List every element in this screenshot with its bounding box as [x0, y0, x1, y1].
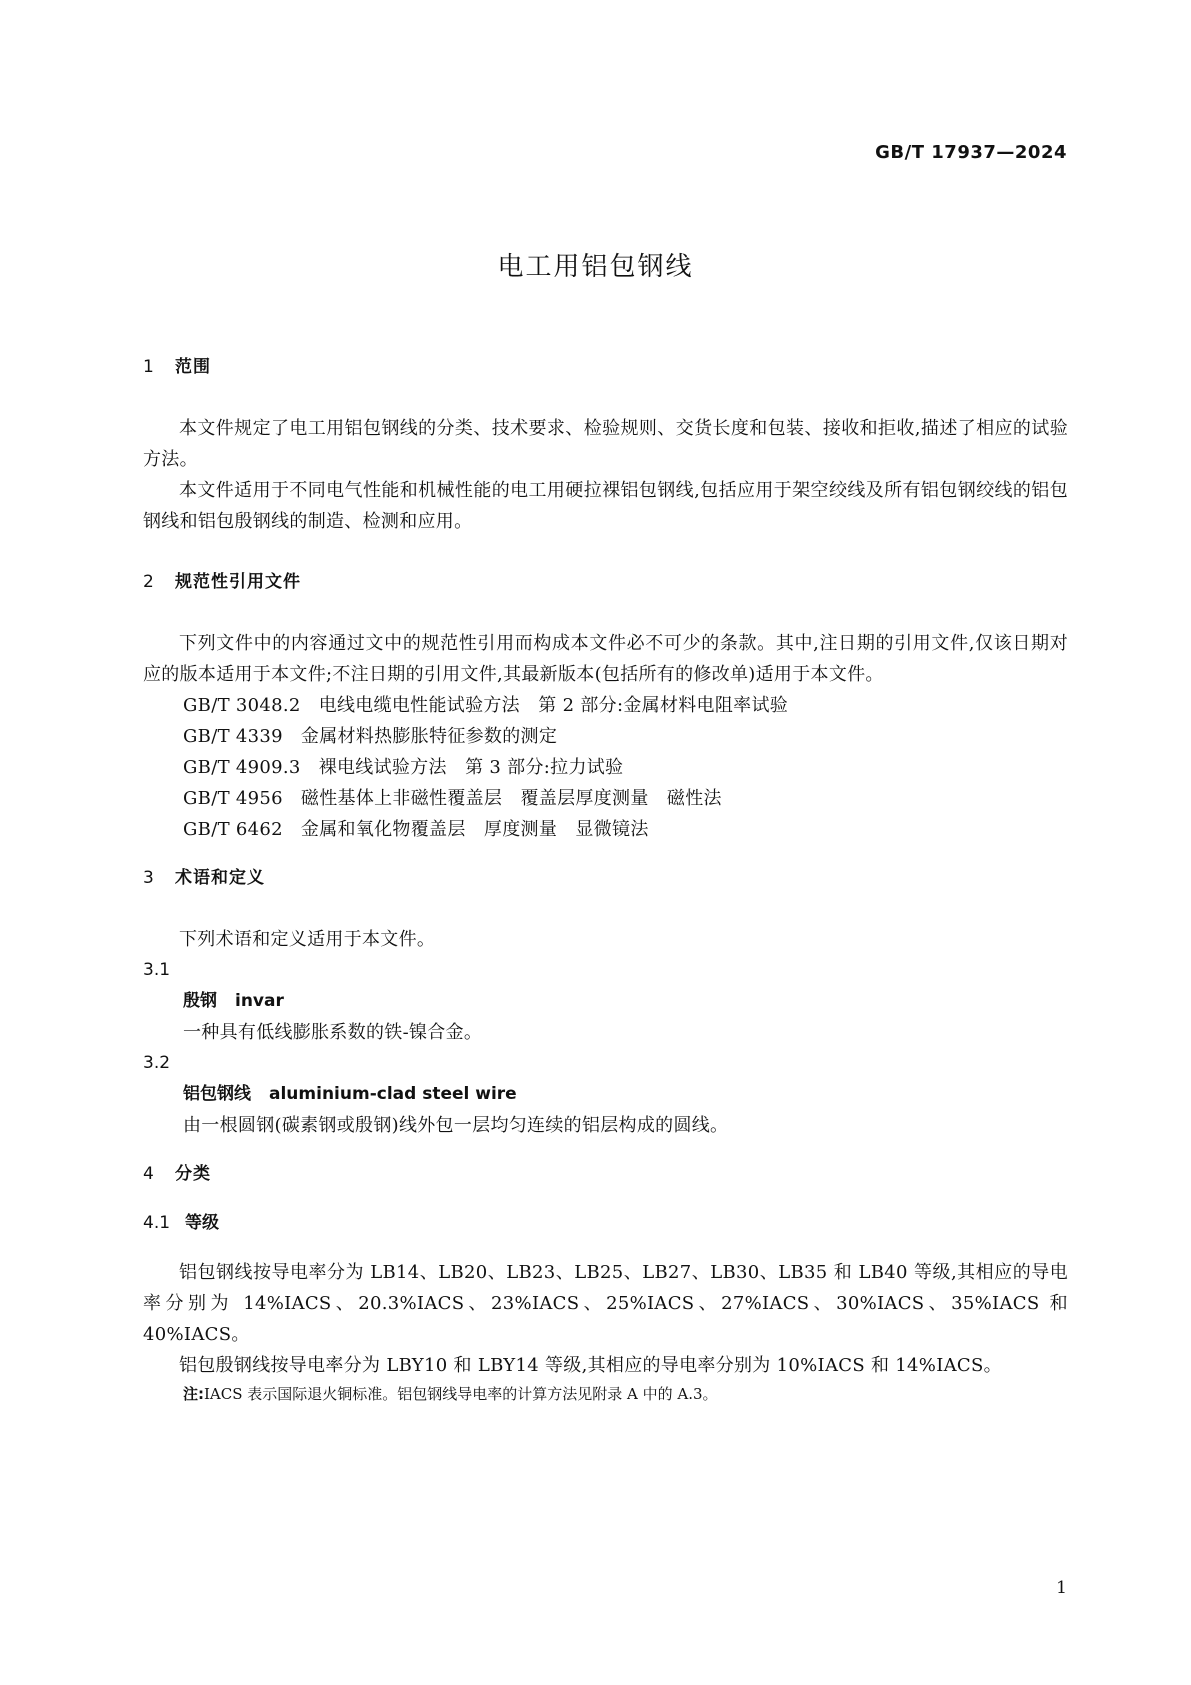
- paragraph: 本文件适用于不同电气性能和机械性能的电工用硬拉裸铝包钢线,包括应用于架空绞线及所有铝包钢绞线的铝包钢线和铝包殷钢线的制造、检测和应用。: [143, 480, 1068, 532]
- term-name: [143, 1079, 1068, 1110]
- reference-title: 金属和氧化物覆盖层 厚度测量 显微镜法: [300, 819, 649, 840]
- section-number: 4: [143, 1164, 155, 1184]
- term-number: 3.2: [143, 1053, 171, 1073]
- paragraph: 铝包殷钢线按导电率分为 LBY10 和 LBY14 等级,其相应的导电率分别为 10%IACS 和 14%IACS。: [179, 1355, 1002, 1376]
- paragraph: 下列文件中的内容通过文中的规范性引用而构成本文件必不可少的条款。其中,注日期的引用文件,仅该日期对应的版本适用于本文件;不注日期的引用文件,其最新版本(包括所有的修改单)适用于本文件。: [143, 633, 1068, 685]
- section-title: 分类: [175, 1164, 211, 1184]
- paragraph: 下列术语和定义适用于本文件。: [179, 929, 436, 950]
- reference-item: [143, 690, 1068, 721]
- reference-code: GB/T 4956: [183, 788, 283, 809]
- reference-title: 磁性基体上非磁性覆盖层 覆盖层厚度测量 磁性法: [300, 788, 722, 809]
- page-number: 1: [1056, 1578, 1067, 1598]
- section-heading-4: [143, 1159, 1068, 1190]
- document-title: 电工用铝包钢线: [497, 252, 694, 282]
- term-zh: 铝包钢线: [183, 1084, 251, 1104]
- note: [143, 1381, 1068, 1408]
- reference-code: GB/T 4909.3: [183, 757, 301, 778]
- standard-number: GB/T 17937—2024: [875, 142, 1067, 163]
- paragraph: 本文件规定了电工用铝包钢线的分类、技术要求、检验规则、交货长度和包装、接收和拒收,描述了相应的试验方法。: [143, 418, 1068, 470]
- reference-code: GB/T 3048.2: [183, 695, 301, 716]
- reference-title: 裸电线试验方法 第 3 部分:拉力试验: [318, 757, 624, 778]
- section-heading-1: [143, 352, 1068, 383]
- subsection-title: 等级: [185, 1213, 219, 1233]
- subsection-heading: [143, 1208, 1068, 1239]
- term-zh: 殷钢: [183, 991, 217, 1011]
- reference-code: GB/T 6462: [183, 819, 283, 840]
- note-text: IACS 表示国际退火铜标准。铝包钢线导电率的计算方法见附录 A 中的 A.3。: [204, 1385, 718, 1403]
- term-en: aluminium-clad steel wire: [269, 1084, 517, 1104]
- reference-item: [143, 752, 1068, 783]
- section-number: 3: [143, 868, 155, 888]
- section-title: 规范性引用文件: [175, 572, 301, 592]
- section-heading-2: [143, 567, 1068, 598]
- reference-item: [143, 721, 1068, 752]
- reference-item: [143, 783, 1068, 814]
- term-number: 3.1: [143, 960, 171, 980]
- paragraph: 铝包钢线按导电率分为 LB14、LB20、LB23、LB25、LB27、LB30、LB35 和 LB40 等级,其相应的导电率分别为 14%IACS、20.3%IACS、23%IACS、25%IACS、27%IACS、30%IACS、35%IACS 和 40%IACS。: [143, 1262, 1068, 1345]
- term-definition: 一种具有低线膨胀系数的铁-镍合金。: [183, 1022, 483, 1043]
- section-heading-3: [143, 863, 1068, 894]
- reference-code: GB/T 4339: [183, 726, 283, 747]
- reference-title: 金属材料热膨胀特征参数的测定: [300, 726, 558, 747]
- note-label: 注:: [183, 1385, 204, 1403]
- section-number: 1: [143, 357, 155, 377]
- reference-title: 电线电缆电性能试验方法 第 2 部分:金属材料电阻率试验: [318, 695, 789, 716]
- section-title: 范围: [175, 357, 211, 377]
- term-en: invar: [235, 991, 284, 1011]
- document-body: [143, 352, 1068, 1408]
- section-title: 术语和定义: [175, 868, 265, 888]
- subsection-number: 4.1: [143, 1213, 171, 1233]
- section-number: 2: [143, 572, 155, 592]
- term-name: [143, 986, 1068, 1017]
- term-definition: 由一根圆钢(碳素钢或殷钢)线外包一层均匀连续的铝层构成的圆线。: [183, 1115, 729, 1136]
- reference-item: [143, 814, 1068, 845]
